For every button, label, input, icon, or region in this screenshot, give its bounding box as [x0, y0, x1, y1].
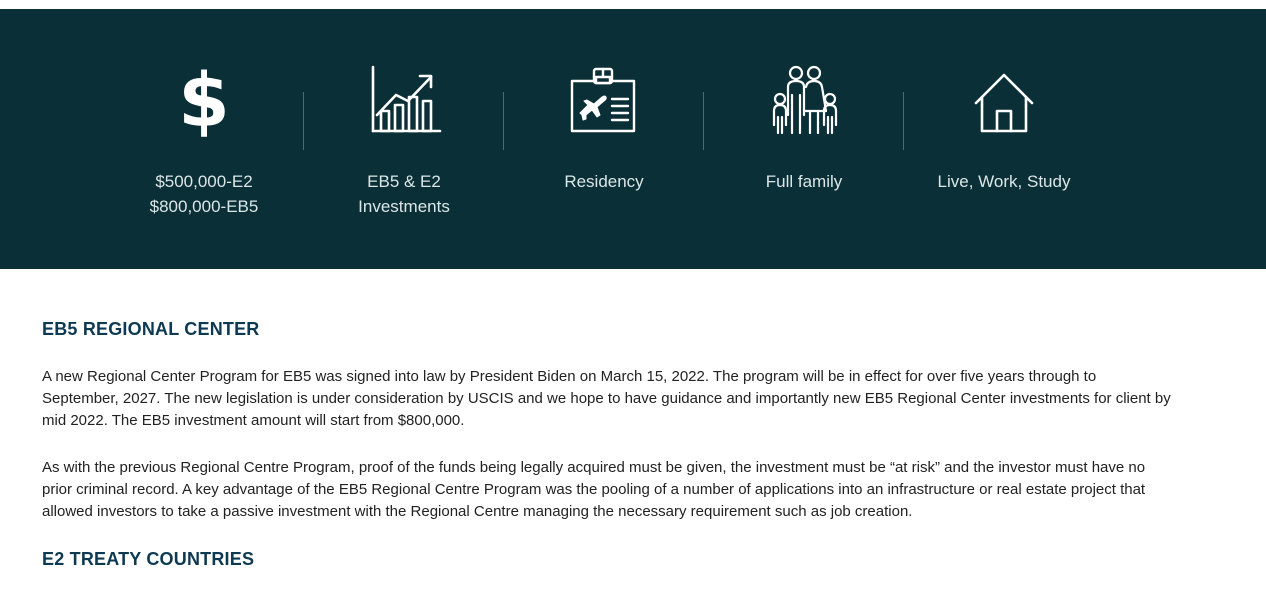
feature-investments — [304, 9, 504, 269]
feature-label: EB5 & E2 Investments — [358, 172, 450, 216]
growth-chart-icon — [364, 65, 444, 137]
dollar-icon: $ — [178, 58, 230, 144]
house-icon — [964, 65, 1044, 137]
eb5-paragraph-2: As with the previous Regional Centre Program, proof of the funds being legally acquired must be given, the investment must be “at risk” and the investor must have no prior criminal record. A key advantage of the EB5 Regional Centre Program was the pooling of a number of applications into an infrastructure or real estate project that allowed investors to take a passive investment with the Regional Centre managing the necessary requirement such as job creation. — [42, 459, 1146, 520]
section-title-e2: E2 TREATY COUNTRIES — [42, 549, 255, 569]
feature-full-family — [704, 9, 904, 269]
feature-live-work-study — [904, 9, 1104, 269]
id-card-plane-icon — [564, 65, 644, 137]
feature-investment-amount — [104, 9, 304, 269]
feature-label: Full family — [765, 172, 843, 191]
section-title-eb5: EB5 REGIONAL CENTER — [42, 319, 260, 339]
eb5-paragraph-1: A new Regional Center Program for EB5 was signed into law by President Biden on March 15, 2022. The program will be in effect for over five years through to September, 2027. The new legislation is under consideration by USCIS and we hope to have guidance and importantly new EB5 Regional Center investments for client by mid 2022. The EB5 investment amount will start from $800,000. — [42, 368, 1171, 429]
feature-label: $500,000-E2 $800,000-EB5 — [149, 172, 259, 216]
feature-residency — [504, 9, 704, 269]
features-band — [0, 9, 1266, 269]
feature-label: Residency — [564, 172, 644, 191]
family-icon — [764, 65, 844, 137]
feature-label: Live, Work, Study — [937, 172, 1071, 191]
